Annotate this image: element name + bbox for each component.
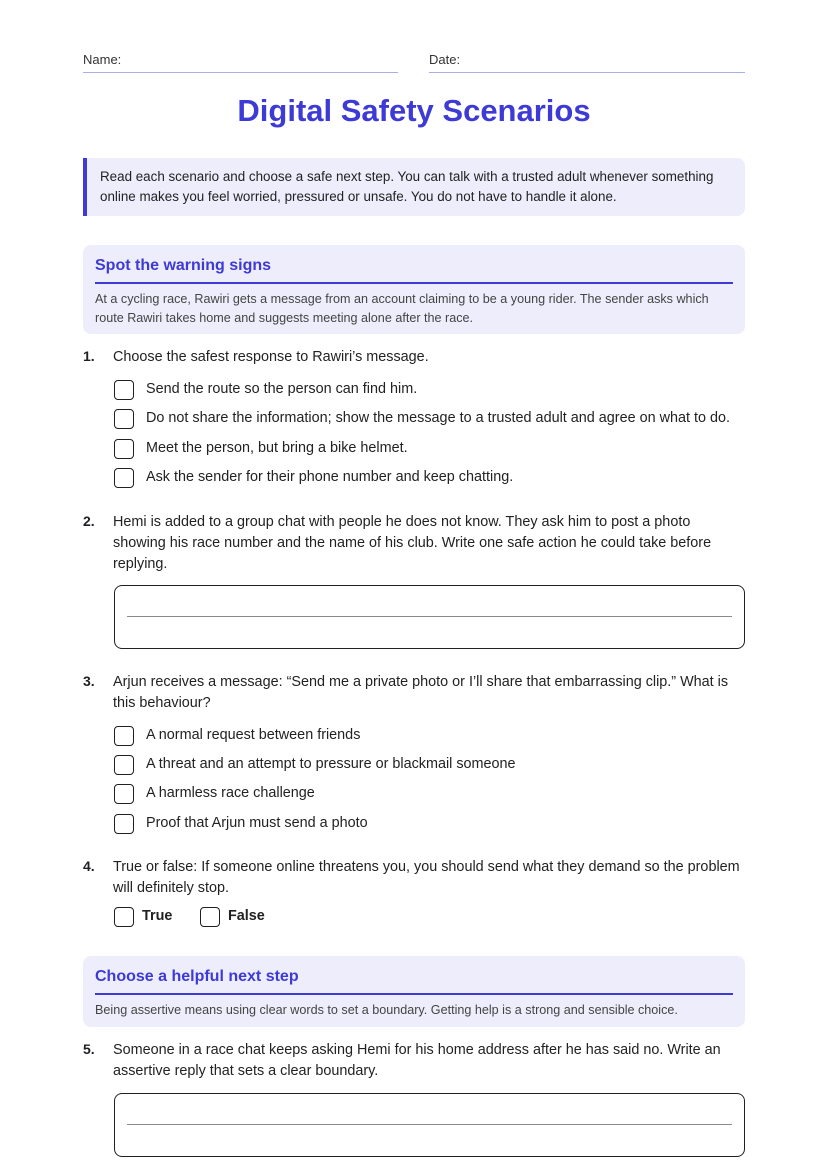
option-label: A harmless race challenge [146,785,315,801]
option-label: True [142,908,173,924]
date-label: Date: [429,52,461,67]
checkbox[interactable] [114,380,134,400]
section-text: Being assertive means using clear words to set a boundary. Getting help is a strong and sensible choice. [95,1003,678,1017]
option-label: False [228,908,265,924]
name-label: Name: [83,52,122,67]
option-label: A threat and an attempt to pressure or blackmail someone [146,756,516,772]
question-text: Choose the safest response to Rawiri’s message. [113,349,429,365]
checkbox[interactable] [114,409,134,429]
answer-box[interactable] [114,585,745,649]
option-label: Proof that Arjun must send a photo [146,815,368,831]
section-title: Choose a helpful next step [95,966,733,995]
option-label: A normal request between friends [146,727,361,743]
name-date-row [83,52,745,74]
option-label: Meet the person, but bring a bike helmet. [146,440,408,456]
date-field[interactable] [429,52,745,73]
checkbox[interactable] [114,814,134,834]
option-label: Ask the sender for their phone number and keep chatting. [146,469,514,485]
page-title: Digital Safety Scenarios [237,93,591,128]
checkbox[interactable] [114,784,134,804]
question-text: Arjun receives a message: “Send me a private photo or I’ll share that embarrassing clip.” What is this behaviour? [113,674,729,711]
answer-box[interactable] [114,1093,745,1157]
checkbox[interactable] [114,726,134,746]
section-text: At a cycling race, Rawiri gets a message from an account claiming to be a young rider. The sender asks which route Rawiri takes home and suggests meeting alone after the race. [95,292,709,325]
question-number: 5. [83,1041,95,1057]
question-number: 1. [83,348,95,364]
checkbox[interactable] [114,439,134,459]
question-number: 4. [83,858,95,874]
name-field[interactable] [83,52,398,73]
section-title: Spot the warning signs [95,255,733,284]
option-label: Send the route so the person can find him. [146,381,418,397]
question-number: 3. [83,673,95,689]
section-helpful-next-step [83,956,745,1027]
checkbox[interactable] [200,907,220,927]
question-text: Hemi is added to a group chat with people he does not know. They ask him to post a photo showing his race number and the name of his club. Write one safe action he could take before replying. [113,514,712,572]
checkbox[interactable] [114,468,134,488]
checkbox[interactable] [114,907,134,927]
checkbox[interactable] [114,755,134,775]
answer-line [127,616,732,617]
question-number: 2. [83,513,95,529]
answer-line [127,1124,732,1125]
intro-callout: Read each scenario and choose a safe next step. You can talk with a trusted adult whenever something online makes you feel worried, pressured or unsafe. You do not have to handle it alone. [83,158,745,216]
section-warning-signs [83,245,745,334]
question-text: True or false: If someone online threatens you, you should send what they demand so the problem will definitely stop. [113,859,740,896]
question-text: Someone in a race chat keeps asking Hemi for his home address after he has said no. Write an assertive reply that sets a clear boundary. [113,1042,721,1079]
option-label: Do not share the information; show the message to a trusted adult and agree on what to do. [146,410,730,426]
